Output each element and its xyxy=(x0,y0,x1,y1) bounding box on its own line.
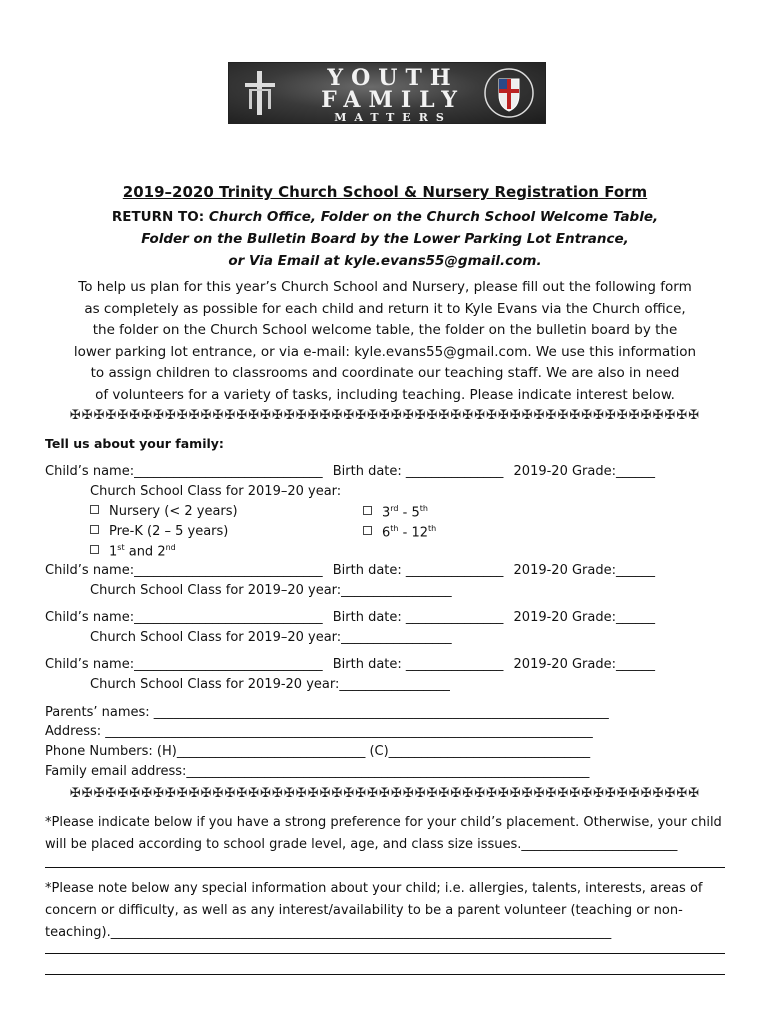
special-line-1: *Please note below any special information about your child; i.e. allergies, talents, interests, areas of xyxy=(45,881,703,896)
checkbox[interactable] xyxy=(90,545,99,554)
intro-line: as completely as possible for each child and return it to Kyle Evans via the Church office, xyxy=(84,300,686,317)
superscript: th xyxy=(428,524,437,533)
child-name-field[interactable]: Child’s name:_____________________________ xyxy=(45,657,323,672)
superscript: st xyxy=(117,543,125,552)
cross-divider: ✠✠✠✠✠✠✠✠✠✠✠✠✠✠✠✠✠✠✠✠✠✠✠✠✠✠✠✠✠✠✠✠✠✠✠✠✠✠✠✠✠✠✠✠✠✠✠✠✠✠✠✠✠ xyxy=(69,408,701,423)
return-label: RETURN TO: xyxy=(111,209,205,225)
banner-line-matters: MATTERS xyxy=(334,111,452,124)
grade-field[interactable]: 2019-20 Grade:______ xyxy=(513,563,655,578)
option-label: Nursery (< 2 years) xyxy=(109,504,238,519)
child-name-field[interactable]: Child’s name:_____________________________ xyxy=(45,610,323,625)
return-line-1 xyxy=(0,206,770,228)
birth-date-field[interactable]: Birth date: _______________ xyxy=(332,657,504,672)
placement-preference-block[interactable] xyxy=(45,812,725,856)
family-heading: Tell us about your family: xyxy=(45,436,224,451)
birth-date-field[interactable]: Birth date: _______________ xyxy=(332,563,504,578)
superscript: th xyxy=(390,524,399,533)
checkbox[interactable] xyxy=(90,525,99,534)
option-label: 3 xyxy=(382,505,391,521)
intro-line: lower parking lot entrance, or via e-mail: kyle.evans55@gmail.com. We use this information xyxy=(73,343,697,360)
answer-line[interactable] xyxy=(45,974,725,975)
cross-divider: ✠✠✠✠✠✠✠✠✠✠✠✠✠✠✠✠✠✠✠✠✠✠✠✠✠✠✠✠✠✠✠✠✠✠✠✠✠✠✠✠✠✠✠✠✠✠✠✠✠✠✠✠✠ xyxy=(69,786,701,801)
intro-line: to assign children to classrooms and coordinate our teaching staff. We are also in need xyxy=(90,365,680,381)
grade-field[interactable]: 2019-20 Grade:______ xyxy=(513,657,655,672)
phone-numbers-field[interactable]: Phone Numbers: (H)_____________________________ (C)_______________________________ xyxy=(45,744,591,759)
church-cross-logo-icon xyxy=(243,71,277,115)
grade-field[interactable]: 2019-20 Grade:______ xyxy=(513,610,655,625)
option-prek[interactable] xyxy=(90,524,228,539)
grade-field[interactable]: 2019-20 Grade:______ xyxy=(513,464,655,479)
family-email-field[interactable]: Family email address:______________________________________________________________ xyxy=(45,764,590,779)
special-line-2: concern or difficulty, as well as any interest/availability to be a parent volunteer (teaching or non- xyxy=(45,903,683,918)
option-label: and 2 xyxy=(124,544,166,560)
checkbox[interactable] xyxy=(363,526,372,535)
youth-family-matters-banner xyxy=(228,62,546,124)
option-1st-2nd[interactable] xyxy=(90,543,176,559)
banner-line-youth: YOUTH xyxy=(327,65,459,91)
placement-line-2[interactable]: will be placed according to school grade level, age, and class size issues.________________________ xyxy=(45,837,678,852)
form-title: 2019–2020 Trinity Church School & Nursery Registration Form xyxy=(122,183,648,201)
class-field[interactable]: Church School Class for 2019–20 year:_________________ xyxy=(90,630,452,645)
banner-line-family: FAMILY xyxy=(321,87,465,113)
class-field[interactable]: Church School Class for 2019-20 year:_________________ xyxy=(90,677,450,692)
birth-date-field[interactable]: Birth date: _______________ xyxy=(332,610,504,625)
option-6th-12th[interactable] xyxy=(363,524,436,540)
special-info-block[interactable] xyxy=(45,878,725,944)
return-line-2: Folder on the Bulletin Board by the Lower Parking Lot Entrance, xyxy=(141,231,629,247)
banner-words xyxy=(313,67,473,124)
option-3rd-5th[interactable] xyxy=(363,504,428,520)
answer-line[interactable] xyxy=(45,867,725,868)
child-row-2[interactable] xyxy=(45,563,655,578)
option-label: - 5 xyxy=(398,505,420,521)
child-row-4[interactable] xyxy=(45,657,655,672)
child-row-3[interactable] xyxy=(45,610,655,625)
intro-line: To help us plan for this year’s Church School and Nursery, please fill out the following form xyxy=(78,279,692,295)
intro-line: of volunteers for a variety of tasks, including teaching. Please indicate interest below. xyxy=(95,386,675,403)
class-field[interactable]: Church School Class for 2019–20 year:_________________ xyxy=(90,583,452,598)
option-label: Pre-K (2 – 5 years) xyxy=(109,524,229,539)
birth-date-field[interactable]: Birth date: _______________ xyxy=(332,464,504,479)
return-line-1-text: Church Office, Folder on the Church School Welcome Table, xyxy=(208,209,659,225)
checkbox[interactable] xyxy=(363,506,372,515)
option-label: - 12 xyxy=(398,525,428,541)
address-field[interactable]: Address: ___________________________________________________________________________ xyxy=(45,724,593,739)
return-line-3: or Via Email at kyle.evans55@gmail.com. xyxy=(228,253,542,269)
special-line-3[interactable]: teaching)._____________________________________________________________________________ xyxy=(45,925,612,940)
superscript: th xyxy=(419,504,428,513)
intro-line: the folder on the Church School welcome table, the folder on the bulletin board by the xyxy=(92,322,678,338)
episcopal-shield-seal-icon xyxy=(483,67,535,119)
child-name-field[interactable]: Child’s name:_____________________________ xyxy=(45,563,323,578)
option-label: 6 xyxy=(382,525,391,541)
return-to-block xyxy=(0,206,770,272)
option-nursery[interactable] xyxy=(90,504,238,519)
superscript: rd xyxy=(390,504,399,513)
superscript: nd xyxy=(165,543,176,552)
intro-paragraph xyxy=(0,277,770,406)
checkbox[interactable] xyxy=(90,505,99,514)
placement-line-1: *Please indicate below if you have a strong preference for your child’s placement. Otherwise, your child xyxy=(45,815,722,830)
option-label: 1 xyxy=(109,544,118,560)
class-label: Church School Class for 2019–20 year: xyxy=(90,484,342,499)
child-row-1[interactable] xyxy=(45,464,655,479)
child-name-field[interactable]: Child’s name:_____________________________ xyxy=(45,464,323,479)
answer-line[interactable] xyxy=(45,953,725,954)
parents-names-field[interactable]: Parents’ names: ______________________________________________________________________ xyxy=(45,705,609,720)
